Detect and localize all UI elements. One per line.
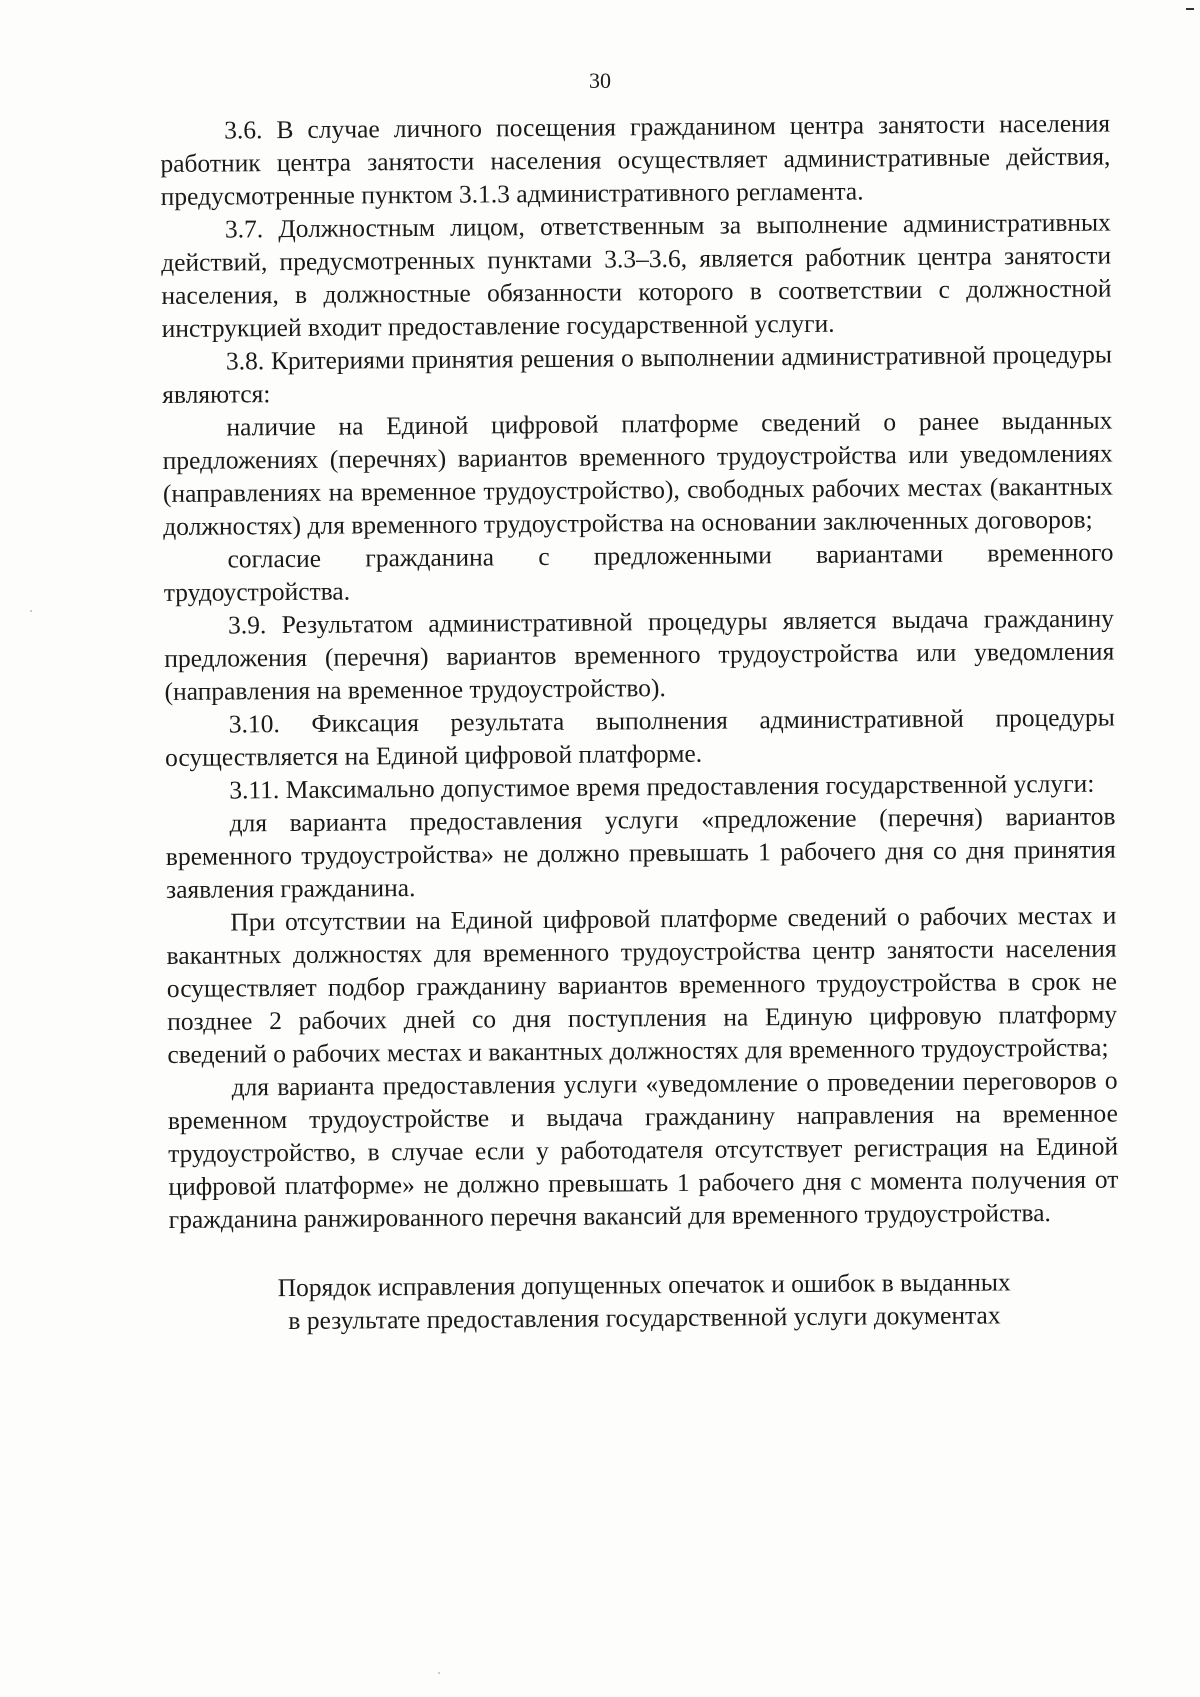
paragraph-3-11: 3.11. Максимально допустимое время предоставления государственной услуги: (229, 768, 1095, 805)
paragraph-3-6: 3.6. В случае личного посещения гражданином центра занятости населения работник центра занятости населения осуществляет административные действия, предусмотренные пунктом 3.1.3 административного регламента. (160, 108, 1111, 211)
document-body (160, 107, 1120, 1338)
scan-speck (30, 610, 32, 612)
paragraph-3-8: 3.8. Критериями принятия решения о выполнении административной процедуры являются: (162, 339, 1113, 409)
paragraph-no-data: При отсутствии на Единой цифровой платформе сведений о рабочих местах и вакантных должностях для временного трудоустройства центр занятости населения осуществляет подбор гражданину вариантов временного трудоустройства в срок не позднее 2 рабочих дней со дня поступления на Единую цифровую платформу сведений о рабочих местах и вакантных должностях для временного трудоустройства; (166, 900, 1118, 1069)
section-heading (169, 1265, 1119, 1338)
paragraph-criterion-2: согласие гражданина с предложенными вариантами временного трудоустройства. (163, 537, 1114, 607)
paragraph-time-variant-2: для варианта предоставления услуги «уведомление о проведении переговоров о временном трудоустройстве и выдача гражданину направления на временное трудоустройство, в случае если у работодателя отсутствует регистрация на Единой цифровой платформе» не должно превышать 1 рабочего дня с момента получения от гражданина ранжированного перечня вакансий для временного трудоустройства. (167, 1065, 1119, 1234)
scan-speck (438, 1672, 440, 1674)
paragraph-time-variant-1: для варианта предоставления услуги «предложение (перечня) вариантов временного трудоустройства» не должно превышать 1 рабочего дня со дня принятия заявления гражданина. (165, 801, 1116, 904)
paragraph-criterion-1: наличие на Единой цифровой платформе сведений о ранее выданных предложениях (перечнях) вариантов временного трудоустройства или уведомлениях (направлениях на временное трудоустройство), свободных рабочих местах (вакантных должностях) для временного трудоустройства на основании заключенных договоров; (162, 405, 1114, 541)
section-heading-line-1: Порядок исправления допущенных опечаток и ошибок в выданных (277, 1267, 1011, 1303)
paragraph-3-9: 3.9. Результатом административной процедуры является выдача гражданину предложения (перечня) вариантов временного трудоустройства или уведомления (направления на временное трудоустройство). (164, 603, 1115, 706)
scan-mark (1186, 8, 1194, 10)
paragraph-3-7: 3.7. Должностным лицом, ответственным за выполнение административных действий, предусмотренных пунктами 3.3–3.6, является работник центра занятости населения, в должностные обязанности которого в соответствии с должностной инструкцией входит предоставление государственной услуги. (161, 207, 1112, 343)
page-number: 30 (589, 68, 611, 93)
section-heading-line-2: в результате предоставления государственной услуги документах (288, 1300, 1001, 1336)
paragraph-3-10: 3.10. Фиксация результата выполнения административной процедуры осуществляется на Единой цифровой платформе. (164, 702, 1115, 772)
